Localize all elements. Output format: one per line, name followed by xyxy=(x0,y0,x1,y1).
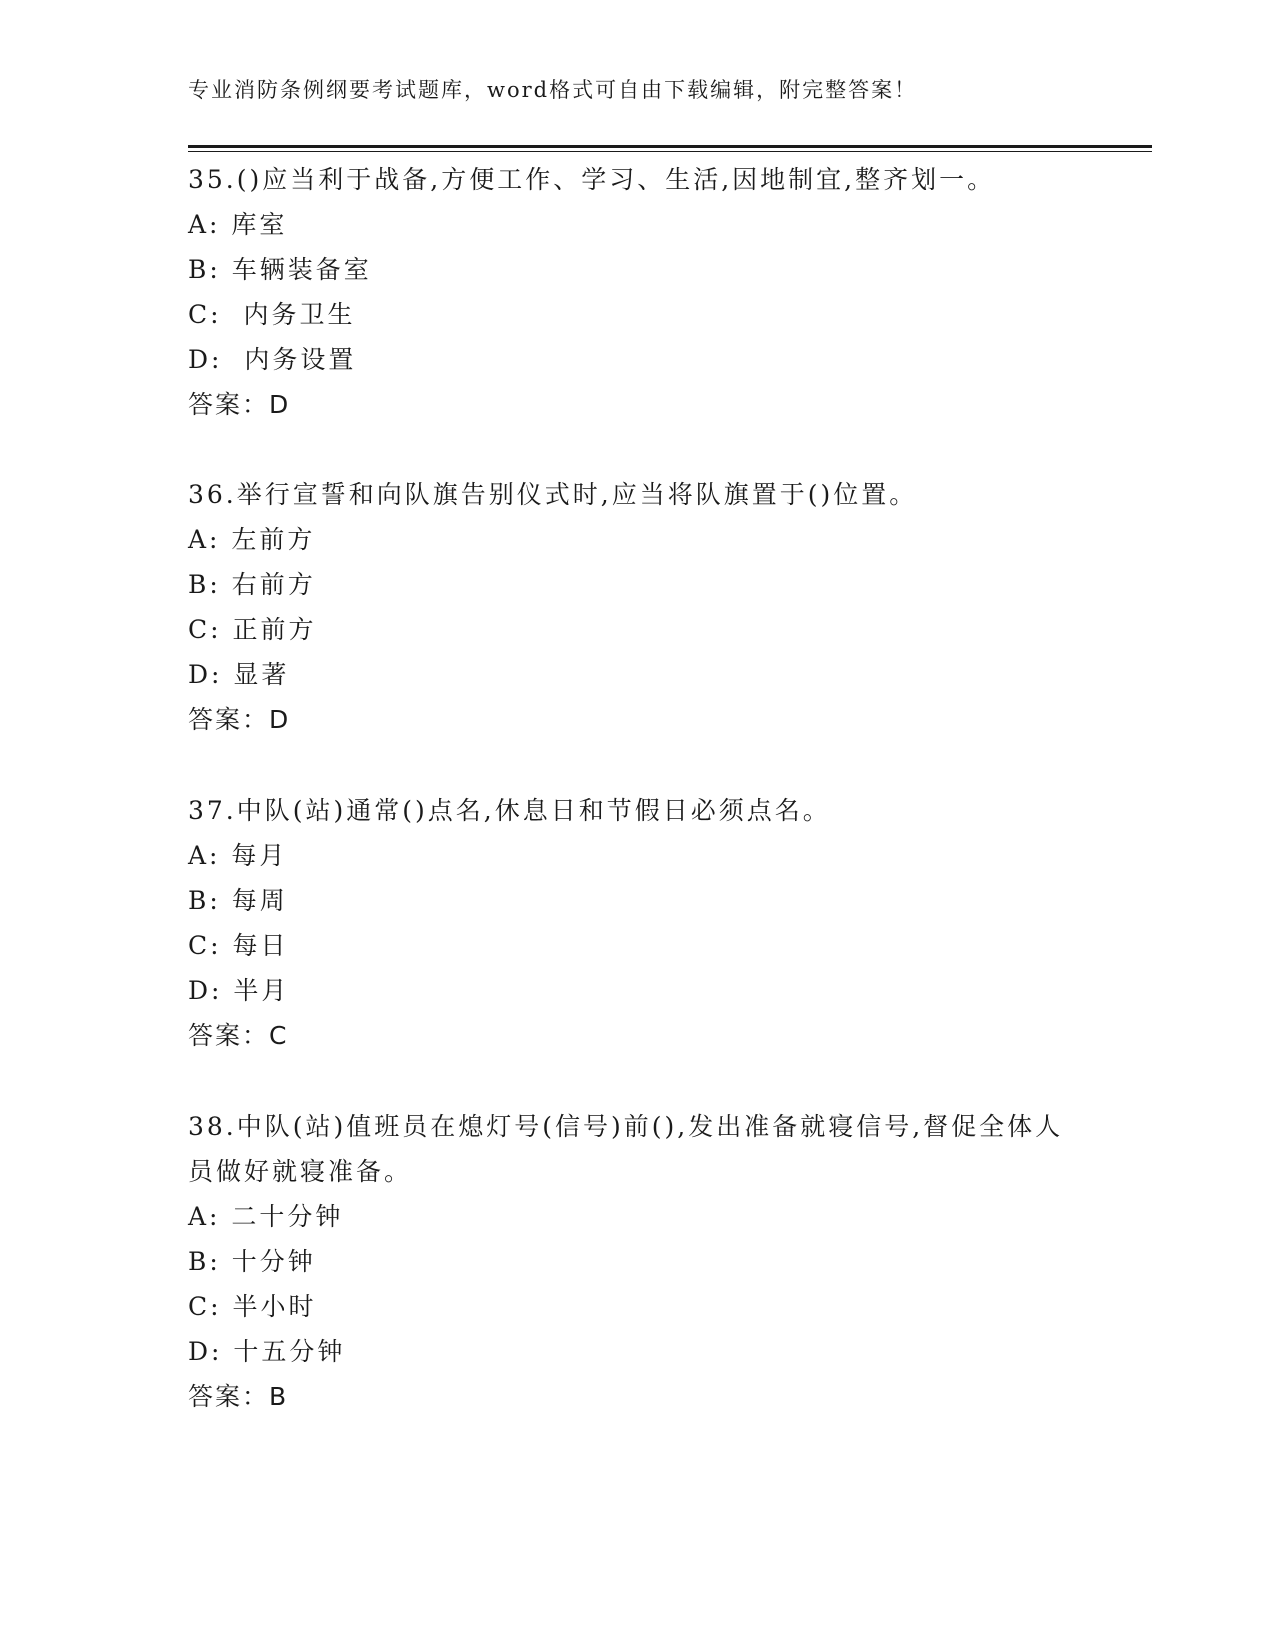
option-d: D: 十五分钟 xyxy=(188,1337,346,1366)
option-c: C: 正前方 xyxy=(188,615,317,644)
answer: 答案：D xyxy=(188,705,291,734)
option-c: C: 内务卫生 xyxy=(188,300,356,329)
question-37 xyxy=(188,788,1088,1058)
answer: 答案：C xyxy=(188,1021,289,1050)
option-c: C: 每日 xyxy=(188,931,289,960)
option-b: B: 十分钟 xyxy=(188,1247,316,1276)
question-stem: 37.中队(站)通常()点名,休息日和节假日必须点名。 xyxy=(188,796,831,825)
question-stem: 38.中队(站)值班员在熄灯号(信号)前(),发出准备就寝信号,督促全体人员做好就寝准备。 xyxy=(188,1112,1064,1186)
option-b: B: 车辆装备室 xyxy=(188,255,372,284)
header-divider-thin xyxy=(188,151,1152,152)
option-b: B: 右前方 xyxy=(188,570,316,599)
question-stem: 35.()应当利于战备,方便工作、学习、生活,因地制宜,整齐划一。 xyxy=(188,165,996,194)
header-divider-thick xyxy=(188,145,1152,148)
option-d: D: 显著 xyxy=(188,660,290,689)
answer: 答案：B xyxy=(188,1382,289,1411)
option-c: C: 半小时 xyxy=(188,1292,317,1321)
question-35 xyxy=(188,157,1088,427)
option-d: D: 半月 xyxy=(188,976,290,1005)
option-d: D: 内务设置 xyxy=(188,345,357,374)
option-a: A: 左前方 xyxy=(188,525,316,554)
option-a: A: 库室 xyxy=(188,210,288,239)
document-header: 专业消防条例纲要考试题库，word格式可自由下载编辑，附完整答案！ xyxy=(188,78,918,102)
option-a: A: 二十分钟 xyxy=(188,1202,344,1231)
question-stem: 36.举行宣誓和向队旗告别仪式时,应当将队旗置于()位置。 xyxy=(188,480,918,509)
question-38 xyxy=(188,1104,1088,1419)
option-a: A: 每月 xyxy=(188,841,288,870)
option-b: B: 每周 xyxy=(188,886,288,915)
answer: 答案：D xyxy=(188,390,291,419)
question-36 xyxy=(188,472,1088,742)
